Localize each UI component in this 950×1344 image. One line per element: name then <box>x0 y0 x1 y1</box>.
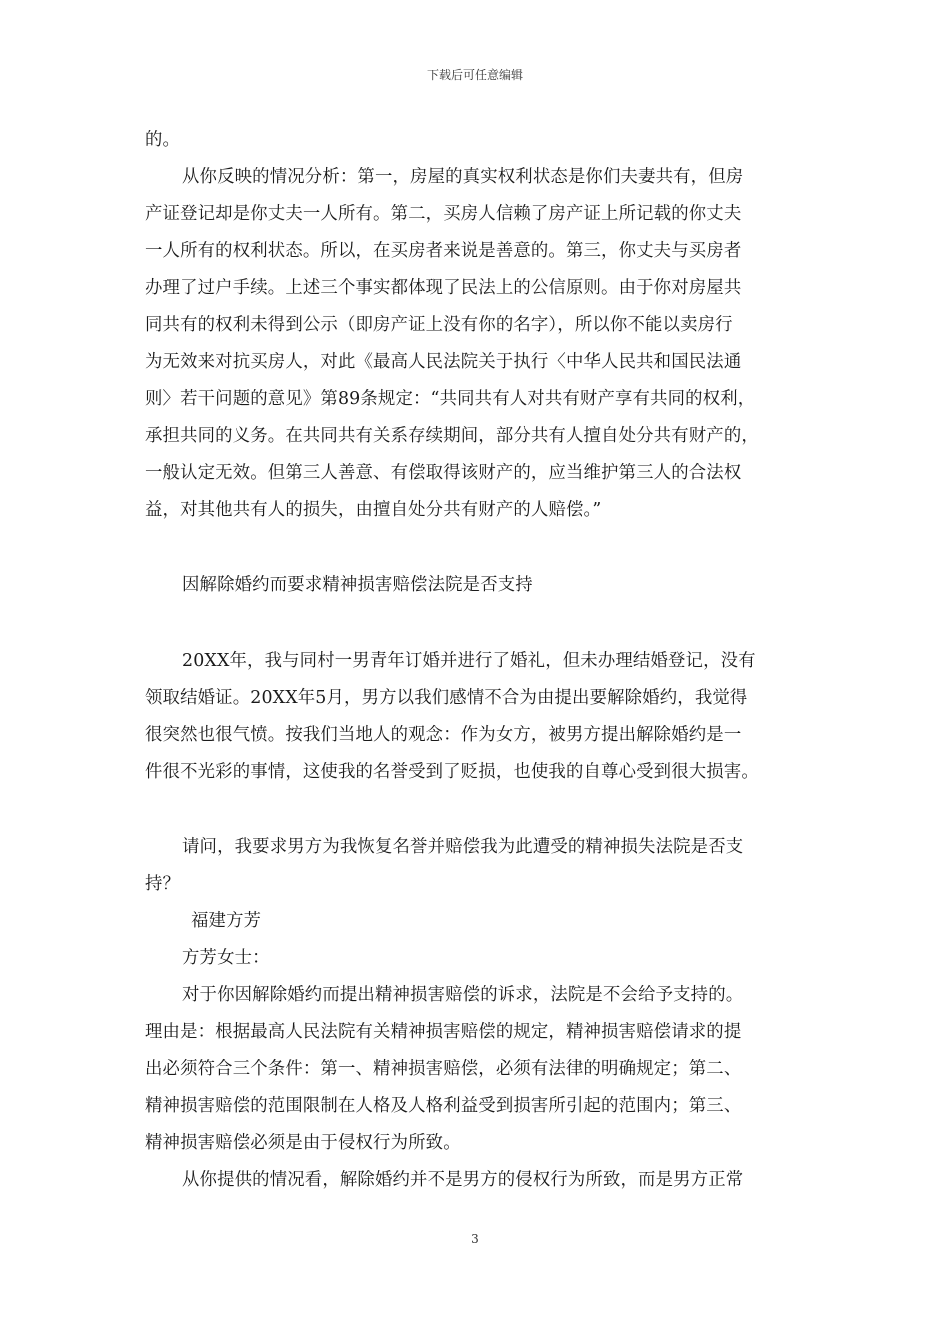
text-line: 产证登记却是你丈夫一人所有。第二，买房人信赖了房产证上所记载的你丈夫 <box>145 204 742 224</box>
text-line: 精神损害赔偿的范围限制在人格及人格利益受到损害所引起的范围内；第三、 <box>145 1096 742 1116</box>
text-line: 很突然也很气愤。按我们当地人的观念：作为女方，被男方提出解除婚约是一 <box>145 725 742 745</box>
text-line: 同共有的权利未得到公示（即房产证上没有你的名字），所以你不能以卖房行 <box>145 315 733 335</box>
text-line: 请问，我要求男方为我恢复名誉并赔偿我为此遭受的精神损失法院是否支 <box>182 837 744 857</box>
text-line: 的。 <box>145 130 181 150</box>
section-title: 因解除婚约而要求精神损害赔偿法院是否支持 <box>182 575 533 595</box>
text-line: 对于你因解除婚约而提出精神损害赔偿的诉求，法院是不会给予支持的。 <box>182 985 744 1005</box>
page-number: 3 <box>471 1232 479 1246</box>
text-line: 一般认定无效。但第三人善意、有偿取得该财产的，应当维护第三人的合法权 <box>145 463 742 483</box>
text-line: 领取结婚证。20XX年5月，男方以我们感情不合为由提出要解除婚约，我觉得 <box>145 688 748 708</box>
text-line: 为无效来对抗买房人，对此《最高人民法院关于执行〈中华人民共和国民法通 <box>145 352 742 372</box>
text-line: 则〉若干问题的意见》第89条规定：“共同共有人对共有财产享有共同的权利， <box>145 389 756 409</box>
text-line: 从你反映的情况分析：第一，房屋的真实权利状态是你们夫妻共有，但房 <box>182 167 744 187</box>
text-line: 精神损害赔偿必须是由于侵权行为所致。 <box>145 1133 461 1153</box>
text-line: 从你提供的情况看，解除婚约并不是男方的侵权行为所致，而是男方正常 <box>182 1170 744 1190</box>
text-line: 办理了过户手续。上述三个事实都体现了民法上的公信原则。由于你对房屋共 <box>145 278 742 298</box>
page-header: 下载后可任意编辑 <box>426 68 523 82</box>
text-line: 一人所有的权利状态。所以，在买房者来说是善意的。第三，你丈夫与买房者 <box>145 241 742 261</box>
text-line: 20XX年，我与同村一男青年订婚并进行了婚礼，但未办理结婚登记，没有 <box>182 651 756 671</box>
text-line: 持？ <box>145 874 181 894</box>
text-line: 件很不光彩的事情，这使我的名誉受到了贬损，也使我的自尊心受到很大损害。 <box>145 762 759 782</box>
text-line: 出必须符合三个条件：第一、精神损害赔偿，必须有法律的明确规定；第二、 <box>145 1059 742 1079</box>
text-line: 承担共同的义务。在共同共有关系存续期间，部分共有人擅自处分共有财产的， <box>145 426 759 446</box>
salutation-line: 方芳女士： <box>182 948 270 968</box>
text-line: 理由是：根据最高人民法院有关精神损害赔偿的规定，精神损害赔偿请求的提 <box>145 1022 742 1042</box>
text-line: 益，对其他共有人的损失，由擅自处分共有财产的人赔偿。” <box>145 500 602 520</box>
signature-line: 福建方芳 <box>191 911 262 931</box>
